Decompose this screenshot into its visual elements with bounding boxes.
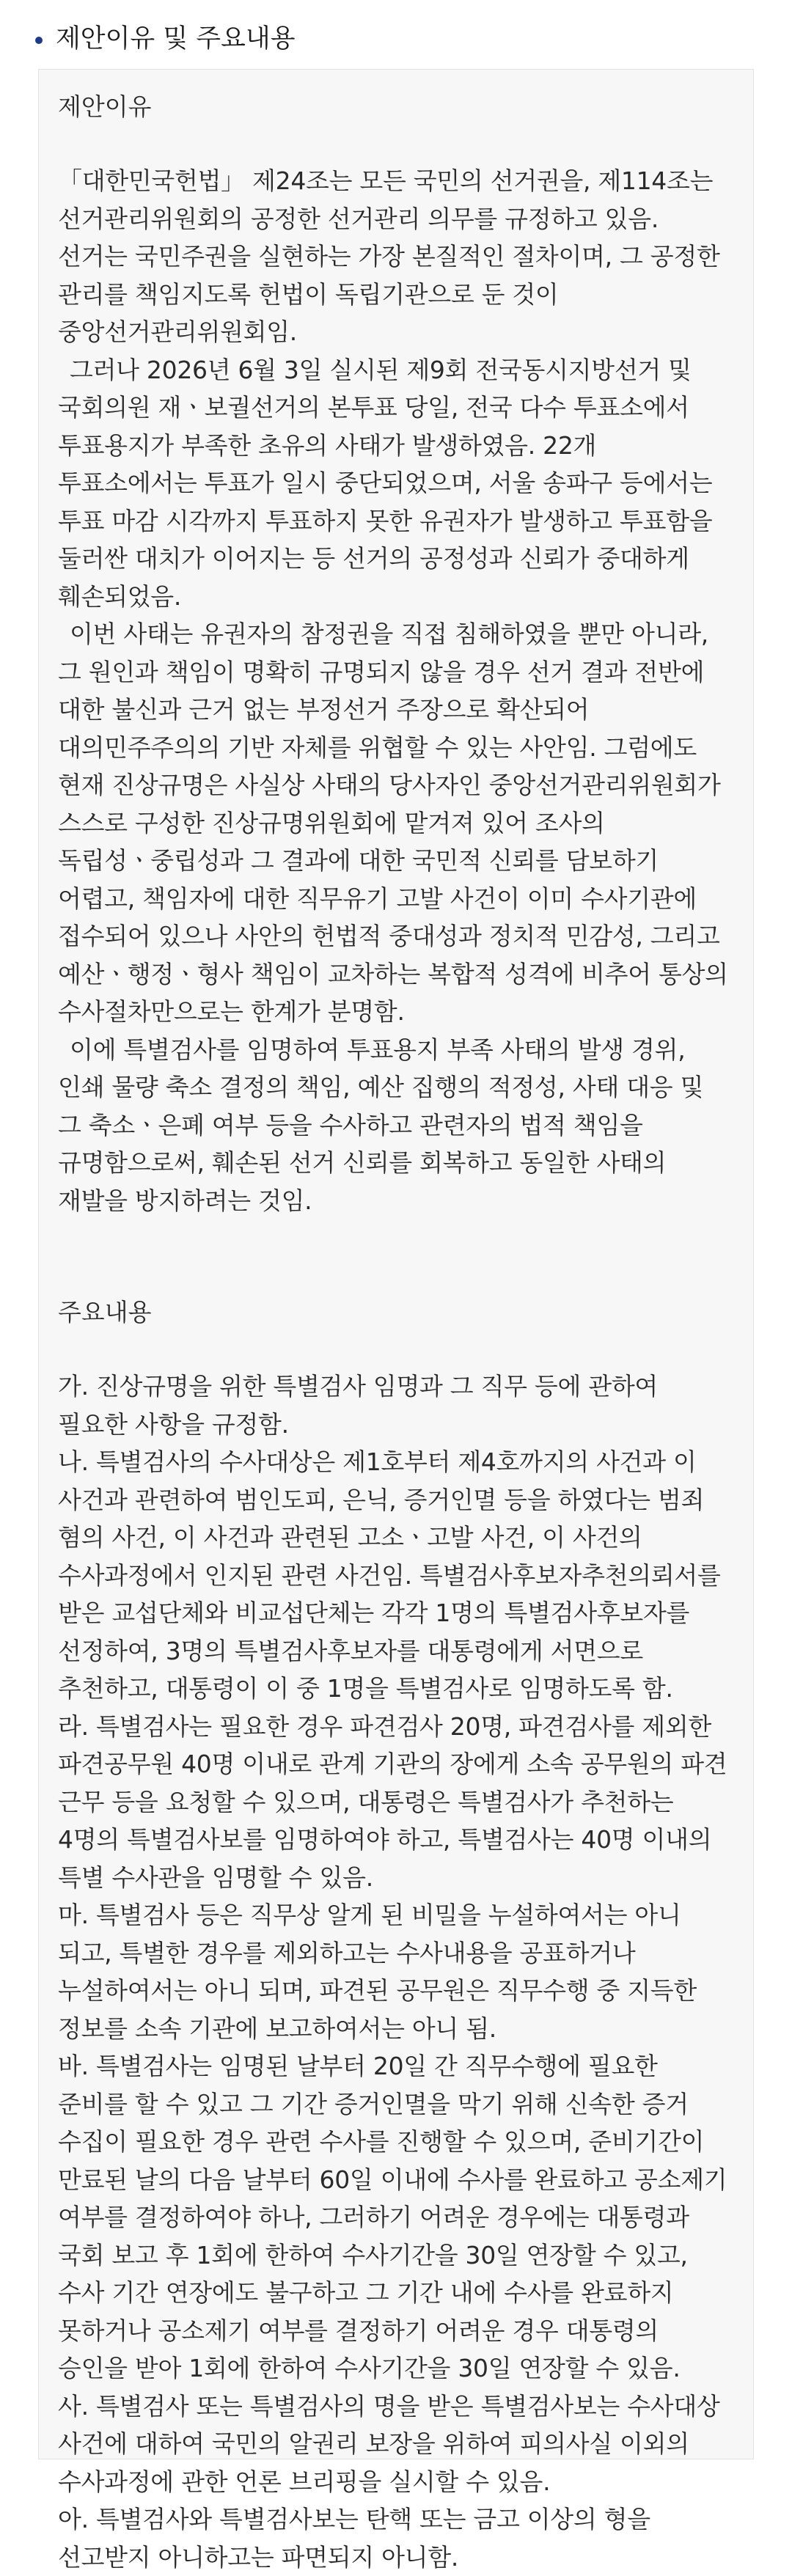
- section-header: [35, 21, 296, 57]
- main-item-ga: 가. 진상규명을 위한 특별검사 임명과 그 직무 등에 관하여 필요한 사항을 규정함.: [58, 1372, 666, 1439]
- content-box: [38, 69, 754, 2572]
- reasons-paragraph-1: 「대한민국헌법」 제24조는 모든 국민의 선거권을, 제114조는 선거관리위원회의 공정한 선거관리 의무를 규정하고 있음. 선거는 국민주권을 실현하는 가장 본질적인 절차이며, 그 공정한 관리를 책임지도록 헌법이 독립기관으로 둔 것이 중앙선거관리위원회임.: [58, 166, 727, 346]
- main-item-ma: 마. 특별검사 등은 직무상 알게 된 비밀을 누설하여서는 아니 되고, 특별한 경우를 제외하고는 수사내용을 공표하거나 누설하여서는 아니 되며, 파견된 공무원은 직무수행 중 지득한 정보를 소속 기관에 보고하여서는 아니 됨.: [58, 1901, 705, 2043]
- spacer: [58, 125, 733, 162]
- spacer: [58, 1219, 733, 1294]
- main-item-ra: 라. 특별검사는 필요한 경우 파견검사 20명, 파견검사를 제외한 파견공무원 40명 이내로 관계 기관의 장에게 소속 공무원의 파견 근무 등을 요청할 수 있으며, 대통령은 특별검사가 추천하는 4명의 특별검사보를 임명하여야 하고, 특별검사는 40명 이내의 특별 수사관을 임명할 수 있음.: [58, 1711, 735, 1892]
- main-item-na: 나. 특별검사의 수사대상은 제1호부터 제4호까지의 사건과 이 사건과 관련하여 범인도피, 은닉, 증거인멸 등을 하였다는 범죄 혐의 사건, 이 사건과 관련된 고소ㆍ고발 사건, 이 사건의 수사과정에서 인지된 관련 사건임. 특별검사후보자추천의뢰서를 받은 교섭단체와 비교섭단체는 각각 1명의 특별검사후보자를 선정하여, 3명의 특별검사후보자를 대통령에게 서면으로 추천하고, 대통령이 이 중 1명을 특별검사로 임명하도록 함.: [58, 1447, 728, 1703]
- reasons-heading: 제안이유: [58, 92, 152, 121]
- bullet-icon: [35, 37, 43, 44]
- main-item-a: 아. 특별검사와 특별검사보는 탄핵 또는 금고 이상의 형을 선고받지 아니하고는 파면되지 아니함.: [58, 2505, 659, 2572]
- reasons-paragraph-3: 이번 사태는 유권자의 참정권을 직접 침해하였을 뿐만 아니라, 그 원인과 책임이 명확히 규명되지 않을 경우 선거 결과 전반에 대한 불신과 근거 없는 부정선거 주장으로 확산되어 대의민주주의의 기반 자체를 위협할 수 있는 사안임. 그럼에도 현재 진상규명은 사실상 사태의 당사자인 중앙선거관리위원회가 스스로 구성한 진상규명위원회에 맡겨져 있어 조사의 독립성ㆍ중립성과 그 결과에 대한 국민적 신뢰를 담보하기 어렵고, 책임자에 대한 직무유기 고발 사건이 이미 수사기관에 접수되어 있으나 사안의 헌법적 중대성과 정치적 민감성, 그리고 예산ㆍ행정ㆍ형사 책임이 교차하는 복합적 성격에 비추어 통상의 수사절차만으로는 한계가 분명함.: [58, 620, 736, 1026]
- reasons-paragraph-4: 이에 특별검사를 임명하여 투표용지 부족 사태의 발생 경위, 인쇄 물량 축소 결정의 책임, 예산 집행의 적정성, 사태 대응 및 그 축소ㆍ은폐 여부 등을 수사하고 관련자의 법적 책임을 규명함으로써, 훼손된 선거 신뢰를 회복하고 동일한 사태의 재발을 방지하려는 것임.: [58, 1035, 711, 1215]
- main-heading: 주요내용: [58, 1298, 152, 1326]
- main-item-ba: 바. 특별검사는 임명된 날부터 20일 간 직무수행에 필요한 준비를 할 수 있고 그 기간 증거인멸을 막기 위해 신속한 증거 수집이 필요한 경우 관련 수사를 진행할 수 있으며, 준비기간이 만료된 날의 다음 날부터 60일 이내에 수사를 완료하고 공소제기 여부를 결정하여야 하나, 그러하기 어려운 경우에는 대통령과 국회 보고 후 1회에 한하여 수사기간을 30일 연장할 수 있고, 수사 기간 연장에도 불구하고 그 기간 내에 수사를 완료하지 못하거나 공소제기 여부를 결정하기 어려운 경우 대통령의 승인을 받아 1회에 한하여 수사기간을 30일 연장할 수 있음.: [58, 2052, 735, 2382]
- spacer: [58, 1331, 733, 1368]
- section-title: 제안이유 및 주요내용: [56, 24, 296, 54]
- reasons-paragraph-2: 그러나 2026년 6월 3일 실시된 제9회 전국동시지방선거 및 국회의원 재ㆍ보궐선거의 본투표 당일, 전국 다수 투표소에서 투표용지가 부족한 초유의 사태가 발생하였음. 22개 투표소에서는 투표가 일시 중단되었으며, 서울 송파구 등에서는 투표 마감 시각까지 투표하지 못한 유권자가 발생하고 투표함을 둘러싼 대치가 이어지는 등 선거의 공정성과 신뢰가 중대하게 훼손되었음.: [58, 355, 720, 611]
- main-item-sa: 사. 특별검사 또는 특별검사의 명을 받은 특별검사보는 수사대상 사건에 대하여 국민의 알권리 보장을 위하여 피의사실 이외의 수사과정에 관한 언론 브리핑을 실시할 수 있음.: [58, 2391, 727, 2496]
